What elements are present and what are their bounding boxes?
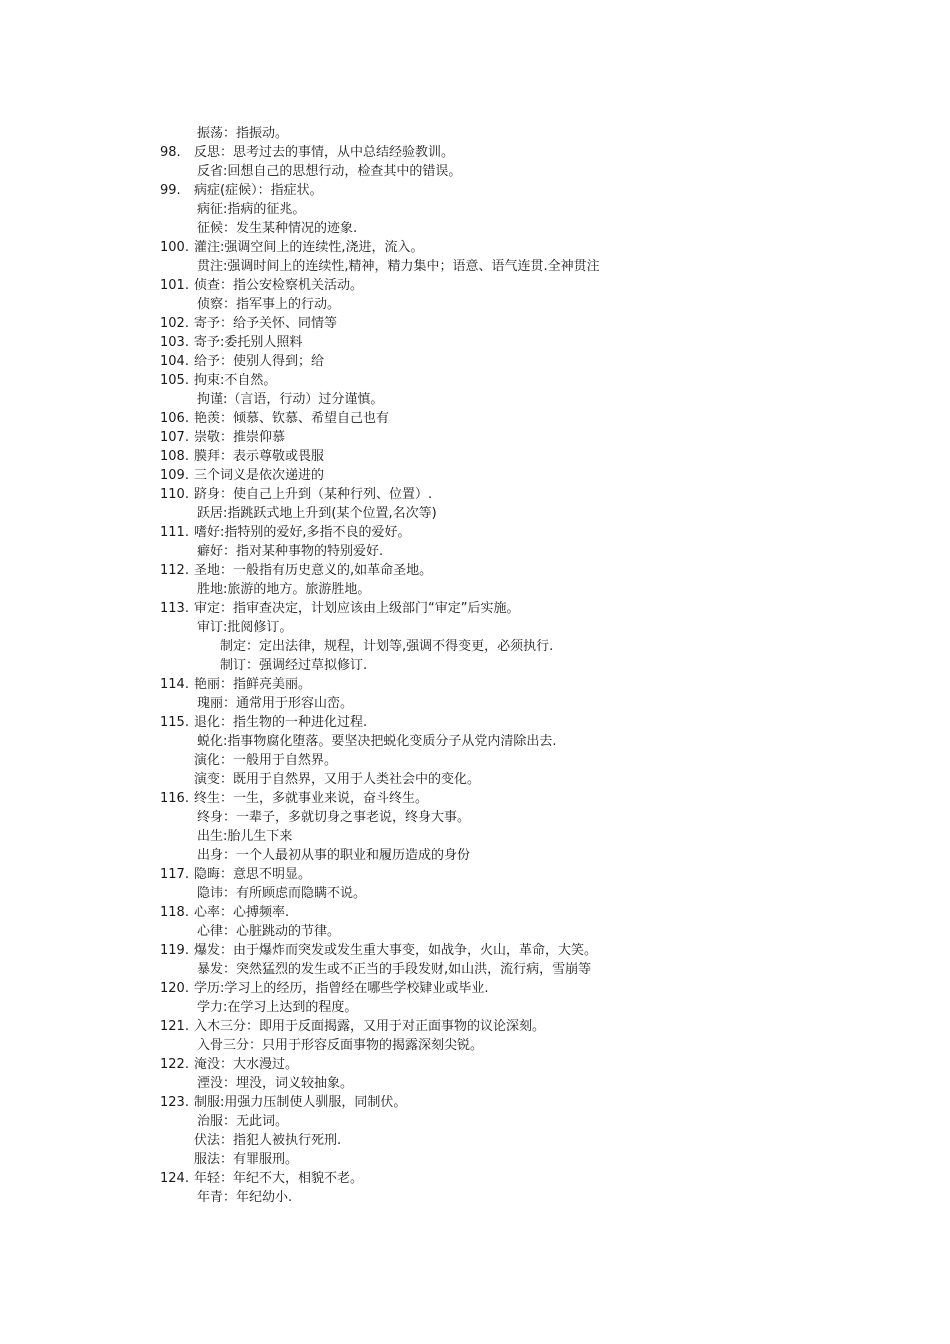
entry-line — [0, 523, 950, 542]
entry-line — [0, 428, 950, 447]
entry-number: 116. — [160, 791, 189, 806]
entry-text: 病症(症候）：指症状。 — [194, 183, 323, 198]
entry-text: 跃居:指跳跃式地上升到(某个位置,名次等) — [197, 506, 437, 521]
entry-text: 演化：一般用于自然界。 — [194, 753, 338, 768]
entry-line — [0, 979, 950, 998]
entry-text: 年轻：年纪不大，相貌不老。 — [194, 1171, 364, 1186]
entry-line — [0, 960, 950, 979]
entry-line — [0, 390, 950, 409]
entry-line — [0, 732, 950, 751]
entry-line — [0, 637, 950, 656]
entry-line — [0, 1055, 950, 1074]
entry-text: 癖好：指对某种事物的特别爱好. — [197, 544, 384, 559]
document-body — [0, 124, 950, 1207]
entry-number: 111. — [160, 525, 189, 540]
entry-number: 107. — [160, 430, 189, 445]
entry-line — [0, 1036, 950, 1055]
entry-text: 贯注:强调时间上的连续性,精神，精力集中；语意、语气连贯.全神贯注 — [197, 259, 600, 274]
entry-line — [0, 618, 950, 637]
entry-text: 反省:回想自己的思想行动，检查其中的错误。 — [197, 164, 462, 179]
entry-line — [0, 276, 950, 295]
entry-number: 98. — [160, 145, 181, 160]
entry-line — [0, 865, 950, 884]
entry-text: 退化：指生物的一种进化过程. — [194, 715, 368, 730]
entry-number: 101. — [160, 278, 189, 293]
entry-line — [0, 903, 950, 922]
entry-line — [0, 1017, 950, 1036]
entry-number: 103. — [160, 335, 189, 350]
entry-number: 115. — [160, 715, 189, 730]
entry-line — [0, 295, 950, 314]
entry-line — [0, 694, 950, 713]
entry-text: 湮没：埋没，词义较抽象。 — [197, 1076, 354, 1091]
entry-number: 106. — [160, 411, 189, 426]
entry-text: 三个词义是依次递进的 — [194, 468, 325, 483]
entry-line — [0, 827, 950, 846]
entry-text: 征候：发生某种情况的迹象. — [197, 221, 358, 236]
entry-line — [0, 599, 950, 618]
entry-text: 拘束:不自然。 — [194, 373, 277, 388]
entry-text: 演变：既用于自然界，又用于人类社会中的变化。 — [194, 772, 481, 787]
entry-line — [0, 884, 950, 903]
entry-text: 振荡：指振动。 — [197, 126, 289, 141]
entry-text: 艳丽：指鲜亮美丽。 — [194, 677, 312, 692]
entry-text: 制服:用强力压制使人驯服，同制伏。 — [194, 1095, 407, 1110]
entry-line — [0, 1074, 950, 1093]
entry-text: 学历:学习上的经历，指曾经在哪些学校肄业或毕业. — [194, 981, 489, 996]
entry-line — [0, 504, 950, 523]
entry-number: 108. — [160, 449, 189, 464]
entry-number: 99. — [160, 183, 181, 198]
entry-text: 淹没：大水漫过。 — [194, 1057, 299, 1072]
entry-text: 审定：指审查决定，计划应该由上级部门“审定”后实施。 — [194, 601, 520, 616]
entry-text: 服法：有罪服刑。 — [194, 1152, 299, 1167]
entry-number: 102. — [160, 316, 189, 331]
entry-line — [0, 466, 950, 485]
entry-line — [0, 789, 950, 808]
entry-line — [0, 751, 950, 770]
entry-line — [0, 656, 950, 675]
entry-text: 入骨三分：只用于形容反面事物的揭露深刻尖锐。 — [197, 1038, 484, 1053]
entry-line — [0, 181, 950, 200]
entry-text: 入木三分：即用于反面揭露，又用于对正面事物的议论深刻。 — [194, 1019, 546, 1034]
entry-text: 心率：心搏频率. — [194, 905, 290, 920]
entry-number: 110. — [160, 487, 189, 502]
entry-line — [0, 314, 950, 333]
entry-number: 112. — [160, 563, 189, 578]
entry-text: 蜕化:指事物腐化堕落。要坚决把蜕化变质分子从党内清除出去. — [197, 734, 557, 749]
entry-number: 120. — [160, 981, 189, 996]
entry-number: 123. — [160, 1095, 189, 1110]
entry-text: 给予：使别人得到；给 — [194, 354, 325, 369]
entry-line — [0, 1150, 950, 1169]
entry-text: 爆发：由于爆炸而突发或发生重大事变，如战争，火山，革命，大笑。 — [194, 943, 598, 958]
entry-number: 121. — [160, 1019, 189, 1034]
entry-line — [0, 257, 950, 276]
entry-line — [0, 333, 950, 352]
entry-line — [0, 675, 950, 694]
entry-line — [0, 1188, 950, 1207]
entry-text: 灌注:强调空间上的连续性,浇进，流入。 — [194, 240, 424, 255]
entry-line — [0, 238, 950, 257]
entry-text: 艳羡：倾慕、钦慕、希望自己也有 — [194, 411, 390, 426]
entry-line — [0, 846, 950, 865]
entry-text: 学力:在学习上达到的程度。 — [197, 1000, 358, 1015]
entry-line — [0, 124, 950, 143]
entry-number: 104. — [160, 354, 189, 369]
entry-line — [0, 713, 950, 732]
entry-line — [0, 371, 950, 390]
entry-number: 113. — [160, 601, 189, 616]
entry-text: 治服：无此词。 — [197, 1114, 289, 1129]
entry-text: 胜地:旅游的地方。旅游胜地。 — [197, 582, 371, 597]
entry-number: 100. — [160, 240, 189, 255]
entry-line — [0, 542, 950, 561]
entry-text: 侦查：指公安检察机关活动。 — [194, 278, 364, 293]
entry-line — [0, 352, 950, 371]
entry-text: 寄予：给予关怀、同情等 — [194, 316, 338, 331]
entry-text: 出身：一个人最初从事的职业和履历造成的身份 — [197, 848, 471, 863]
entry-text: 嗜好:指特别的爱好,多指不良的爱好。 — [194, 525, 411, 540]
entry-text: 寄予:委托别人照料 — [194, 335, 303, 350]
entry-text: 暴发：突然猛烈的发生或不正当的手段发财,如山洪，流行病，雪崩等 — [197, 962, 592, 977]
entry-line — [0, 162, 950, 181]
entry-line — [0, 770, 950, 789]
entry-text: 拘谨:（言语，行动）过分谨慎。 — [197, 392, 384, 407]
entry-line — [0, 409, 950, 428]
entry-number: 105. — [160, 373, 189, 388]
entry-line — [0, 922, 950, 941]
entry-line — [0, 219, 950, 238]
entry-number: 119. — [160, 943, 189, 958]
entry-line — [0, 485, 950, 504]
entry-line — [0, 941, 950, 960]
entry-line — [0, 1093, 950, 1112]
entry-text: 崇敬：推崇仰慕 — [194, 430, 286, 445]
entry-number: 124. — [160, 1171, 189, 1186]
entry-line — [0, 200, 950, 219]
entry-text: 膜拜：表示尊敬或畏服 — [194, 449, 325, 464]
entry-text: 终生：一生，多就事业来说，奋斗终生。 — [194, 791, 429, 806]
entry-number: 109. — [160, 468, 189, 483]
entry-text: 终身：一辈子，多就切身之事老说，终身大事。 — [197, 810, 471, 825]
entry-line — [0, 561, 950, 580]
entry-text: 心律：心脏跳动的节律。 — [197, 924, 341, 939]
entry-line — [0, 1169, 950, 1188]
entry-text: 圣地：一般指有历史意义的,如革命圣地。 — [194, 563, 433, 578]
entry-line — [0, 580, 950, 599]
entry-text: 反思：思考过去的事情，从中总结经验教训。 — [194, 145, 455, 160]
entry-line — [0, 447, 950, 466]
entry-number: 117. — [160, 867, 189, 882]
entry-number: 122. — [160, 1057, 189, 1072]
entry-text: 出生:胎儿生下来 — [197, 829, 293, 844]
entry-line — [0, 808, 950, 827]
entry-text: 隐讳：有所顾虑而隐瞒不说。 — [197, 886, 367, 901]
entry-text: 跻身：使自己上升到（某种行列、位置）. — [194, 487, 433, 502]
entry-line — [0, 1131, 950, 1150]
entry-line — [0, 1112, 950, 1131]
entry-line — [0, 998, 950, 1017]
entry-text: 侦察：指军事上的行动。 — [197, 297, 341, 312]
entry-text: 年青：年纪幼小. — [197, 1190, 293, 1205]
entry-text: 伏法：指犯人被执行死刑. — [194, 1133, 342, 1148]
entry-text: 制定：定出法律，规程，计划等,强调不得变更，必须执行. — [220, 639, 554, 654]
entry-text: 病征:指病的征兆。 — [197, 202, 306, 217]
entry-number: 114. — [160, 677, 189, 692]
entry-text: 瑰丽：通常用于形容山峦。 — [197, 696, 354, 711]
entry-text: 隐晦：意思不明显。 — [194, 867, 312, 882]
entry-number: 118. — [160, 905, 189, 920]
entry-text: 审订:批阅修订。 — [197, 620, 293, 635]
entry-line — [0, 143, 950, 162]
entry-text: 制订：强调经过草拟修订. — [220, 658, 368, 673]
